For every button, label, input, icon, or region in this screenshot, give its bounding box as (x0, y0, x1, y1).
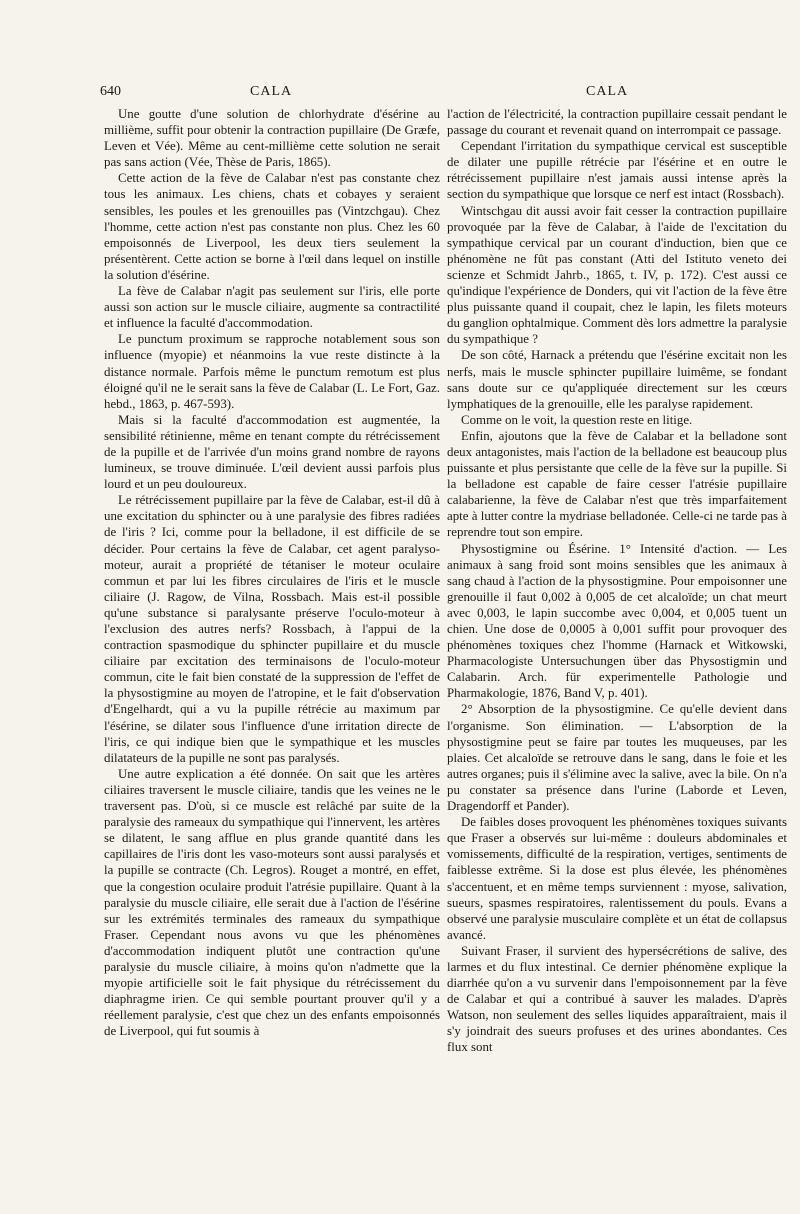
right-column (447, 106, 787, 1056)
paragraph: Cette action de la fève de Calabar n'est pas constante chez tous les animaux. Les chiens, chats et cobayes y seraient sensibles, les poules et les grenouilles pas (Vintzchgau). Chez l'homme, cette action n'est pas constante non plus. Chez les 60 empoisonnés de Liverpool, les deux tiers seulement la présentèrent. Cette action se borne à l'œil dans lequel on instille la solution d'ésérine. (104, 171, 440, 282)
paragraph: Enfin, ajoutons que la fève de Calabar et la belladone sont deux antagonistes, mais l'action de la belladone est beaucoup plus puissante et plus persistante que celle de la fève sur la pupille. Si la belladone est capable de faire cesser l'atrésie pupillaire calabarienne, la fève de Calabar n'est que très imparfaitement apte à lutter contre la mydriase belladonée. Celle-ci ne tarde pas à reprendre tout son empire. (447, 428, 787, 540)
paragraph: Mais si la faculté d'accommodation est augmentée, la sensibilité rétinienne, même en tenant compte du rétrécissement de la pupille et de l'arrivée d'un moins grand nombre de rayons lumineux, se trouve diminuée. L'œil devient aussi parfois plus lourd et un peu douloureux. (104, 412, 440, 492)
paragraph: Suivant Fraser, il survient des hypersécrétions de salive, des larmes et du flux intestinal. Ce dernier phénomène explique la diarrhée qu'on a vu survenir dans l'empoisonnement par la fève de Calabar et qui a contribué à sauver les malades. D'après Watson, non seulement des selles liquides apparaîtraient, mais il s'y joindrait des sueurs profuses et des urines abondantes. Ces flux sont (447, 943, 787, 1055)
paragraph: De faibles doses provoquent les phénomènes toxiques suivants que Fraser a observés sur lui-même : douleurs abdominales et vomissements, difficulté de la respiration, vertiges, sentiments de faiblesse extrême. Si la dose est plus élevée, les phénomènes s'accentuent, et en même temps surviennent : myose, salivation, sueurs, spasmes respiratoires, ralentissement du pouls. Evans a observé une paralysie musculaire complète et un état de collapsus avancé. (447, 815, 787, 942)
paragraph: De son côté, Harnack a prétendu que l'ésérine excitait non les nerfs, mais le muscle sphincter pupillaire luimême, se fondant sans doute sur ce qu'appliquée directement sur les cœurs lymphatiques de la grenouille, elle les paralyse rapidement. (447, 348, 787, 411)
running-head-right: CALA (586, 84, 629, 99)
paragraph: Le rétrécissement pupillaire par la fève de Calabar, est-il dû à une excitation du sphincter ou à une paralysie des fibres radiées de l'iris ? Ici, comme pour la belladone, il est difficile de se décider. Pour certains la fève de Calabar, cet agent paralyso-moteur, aurait a propriété de tétaniser le moteur oculaire commun et par lui les fibres circulaires de l'iris et le muscle ciliaire (J. Ragow, de Vilna, Rossbach. Mais est-il possible qu'une substance si paralysante préserve l'oculo-moteur à l'exclusion des autres nerfs? Rossbach, à l'appui de la contraction spasmodique du sphincter pupillaire et du muscle ciliaire par excitation des terminaisons de l'oculo-moteur commun, cite le fait bien constaté de la suppression de l'effet de la physostigmine au moyen de l'atropine, et le fait d'observation d'Engelhardt, qui a vu la pupille rétrécie au maximum par l'ésérine, se dilater sous l'influence d'une irritation directe de l'iris, ce qui indique bien que le sympathique et les muscles dilatateurs de la pupille ne sont pas paralysés. (104, 493, 440, 765)
page-number: 640 (100, 84, 121, 99)
paragraph: Une autre explication a été donnée. On sait que les artères ciliaires traversent le muscle ciliaire, tandis que les veines ne le traversent pas. D'où, si ce muscle est relâché par suite de la paralysie des rameaux du sympathique qui l'innervent, les artères se dilatent, le sang afflue en plus grande quantité dans les capillaires de l'iris dont les vaso-moteurs sont aussi paralysés et la pupille se contracte (Ch. Legros). Rouget a montré, en effet, que la congestion oculaire produit l'atrésie pupillaire. Quant à la paralysie du muscle ciliaire, elle serait due à l'action de l'ésérine sur les extrémités terminales des rameaux du sympathique Fraser. Cependant nous avons vu que les phénomènes d'accommodation indiquent plutôt une contraction qu'une paralysie du muscle ciliaire, à moins qu'on n'admette que la myopie artificielle soit le fait physique du rétrécissement du diaphragme irien. Ce qui semble pourtant prouver qu'il y a réellement paralysie, c'est que chez un des enfants empoisonnés de Liverpool, qui fut soumis à (104, 766, 440, 1039)
paragraph: l'action de l'électricité, la contraction pupillaire cessait pendant le passage du courant et revenait quand on interrompait ce passage. (447, 107, 787, 138)
paragraph: Cependant l'irritation du sympathique cervical est susceptible de dilater une pupille rétrécie par l'ésérine et en outre le rétrécissement pupillaire n'est jamais aussi intense après la section du sympathique que lorsque ce nerf est intact (Rossbach). (447, 139, 787, 202)
paragraph: Une goutte d'une solution de chlorhydrate d'ésérine au millième, suffit pour obtenir la contraction pupillaire (De Græfe, Leven et Vée). Même au cent-millième cette solution ne serait pas sans action (Vée, Thèse de Paris, 1865). (104, 107, 440, 170)
paragraph: Comme on le voit, la question reste en litige. (461, 412, 693, 427)
section-paragraph: Physostigmine ou Ésérine. 1° Intensité d'action. — Les animaux à sang froid sont moins sensibles que les animaux à sang chaud à l'action de la physostigmine. Pour empoisonner une grenouille il faut 0,002 à 0,005 de cet alcaloïde; un chat meurt avec 0,003, le lapin succombe avec 0,004, et 0,005 tuent un chien. Une dose de 0,0005 à 0,001 suffit pour provoquer des phénomènes toxiques chez l'homme (Harnack et Witkowski, Pharmacologiste Untersuchungen über das Physostigmin und Calabarin. Arch. für experimentelle Pathologie und Pharmakologie, 1876, Band V, p. 401). (447, 541, 787, 701)
paragraph: Le punctum proximum se rapproche notablement sous son influence (myopie) et néanmoins la vue reste distincte à la distance normale. Parfois même le punctum remotum est plus éloigné qu'il ne le serait sans la fève de Calabar (L. Le Fort, Gaz. hebd., 1863, p. 467-593). (104, 332, 440, 411)
paragraph: Wintschgau dit aussi avoir fait cesser la contraction pupillaire provoquée par la fève de Calabar, à l'aide de l'excitation du sympathique cervical par un courant d'induction, bien que ce phénomène ne fût pas constant (Atti del Istituto veneto dei scienze et Schmidt Jahrb., 1865, t. IV, p. 172). C'est aussi ce qu'indique l'expérience de Donders, qui vit l'action de la fève être plus puissante quand il coupait, chez le lapin, les filets moteurs du ganglion ophtalmique. Comment dès lors admettre la paralysie du sympathique ? (447, 203, 787, 347)
page-header (0, 84, 800, 104)
section-paragraph: 2° Absorption de la physostigmine. Ce qu'elle devient dans l'organisme. Son élimination. — L'absorption de la physostigmine peut se faire par toutes les muqueuses, par les plaies. Cet alcaloïde se retrouve dans le sang, dans le foie et les autres organes; puis il s'élimine avec la salive, avec la bile. On n'a pu constater sa présence dans l'urine (Laborde et Leven, Dragendorff et Pander). (447, 702, 787, 814)
running-head-left: CALA (250, 84, 293, 99)
paragraph: La fève de Calabar n'agit pas seulement sur l'iris, elle porte aussi son action sur le muscle ciliaire, augmente sa contractilité et influence la faculté d'accommodation. (104, 284, 440, 331)
left-column (104, 106, 440, 1039)
